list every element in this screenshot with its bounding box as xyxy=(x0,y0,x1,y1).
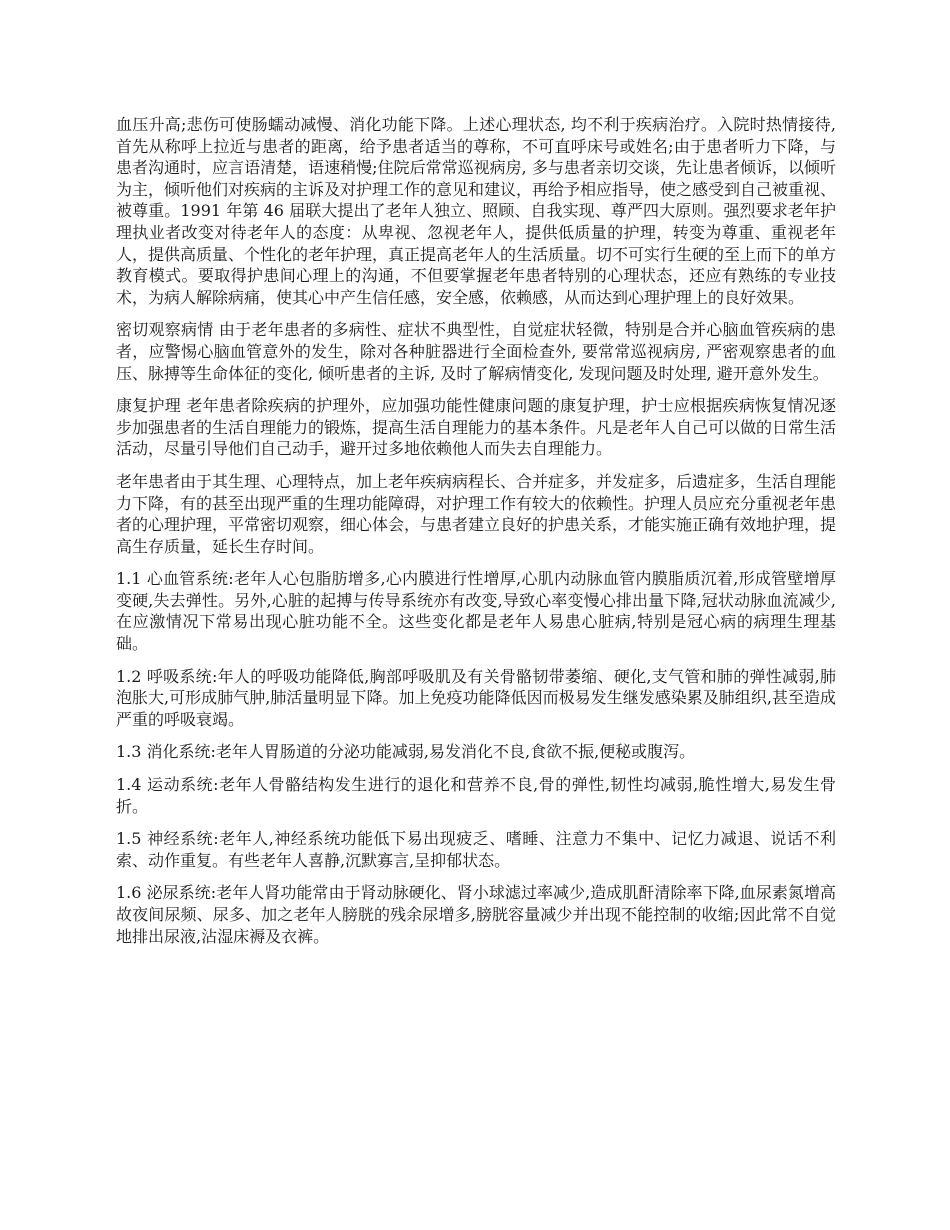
paragraph-observe-condition: 密切观察病情 由于老年患者的多病性、症状不典型性，自觉症状轻微，特别是合并心脑血管疾病的患者，应警惕心脑血管意外的发生，除对各种脏器进行全面检查外, 要常常巡视病房, 严密观察患者的血压、脉搏等生命体征的变化, 倾听患者的主诉, 及时了解病情变化, 发现问题及时处理, 避开意外发生。 xyxy=(116,320,836,383)
paragraph-summary: 老年患者由于其生理、心理特点，加上老年疾病病程长、合并症多，并发症多，后遗症多，生活自理能力下降，有的甚至出现严重的生理功能障碍，对护理工作有较大的依赖性。护理人员应充分重视老年患者的心理护理，平常密切观察，细心体会，与患者建立良好的护患关系，才能实施正确有效地护理，提高生存质量，延长生存时间。 xyxy=(116,471,837,556)
paragraph-motor-system: 1.4 运动系统:老年人骨骼结构发生进行的退化和营养不良,骨的弹性,韧性均减弱,脆性增大,易发生骨折。 xyxy=(116,775,836,816)
paragraph-digestive-system: 1.3 消化系统:老年人胃肠道的分泌功能减弱,易发消化不良,食欲不振,便秘或腹泻。 xyxy=(116,742,696,762)
paragraph-cardiovascular-system: 1.1 心血管系统:老年人心包脂肪增多,心内膜进行性增厚,心肌内动脉血管内膜脂质沉着,形成管壁增厚变硬,失去弹性。另外,心脏的起搏与传导系统亦有改变,导致心率变慢心排出量下降,冠状动脉血流减少,在应激情况下常易出现心脏功能不全。这些变化都是老年人易患心脏病,特别是冠心病的病理生理基础。 xyxy=(116,569,836,654)
paragraph-nervous-system: 1.5 神经系统:老年人,神经系统功能低下易出现疲乏、嗜睡、注意力不集中、记忆力减退、说话不利索、动作重复。有些老年人喜静,沉默寡言,呈抑郁状态。 xyxy=(116,829,836,870)
paragraph-rehabilitation-care: 康复护理 老年患者除疾病的护理外，应加强功能性健康问题的康复护理，护士应根据疾病恢复情况逐步加强患者的生活自理能力的锻炼，提高生活自理能力的基本条件。凡是老年人自己可以做的日常生活活动，尽量引导他们自己动手，避开过多地依赖他人而失去自理能力。 xyxy=(116,396,837,459)
document-body xyxy=(116,114,836,958)
paragraph-respiratory-system: 1.2 呼吸系统:年人的呼吸功能降低,胸部呼吸肌及有关骨骼韧带萎缩、硬化,支气管和肺的弹性减弱,肺泡胀大,可形成肺气肿,肺活量明显下降。加上免疫功能降低因而极易发生继发感染累及肺组织,甚至造成严重的呼吸衰竭。 xyxy=(116,666,836,729)
paragraph-urinary-system: 1.6 泌尿系统:老年人肾功能常由于肾动脉硬化、肾小球滤过率减少,造成肌酐清除率下降,血尿素氮增高故夜间尿频、尿多、加之老年人膀胱的残余尿增多,膀胱容量减少并出现不能控制的收缩;因此常不自觉地排出尿液,沾湿床褥及衣裤。 xyxy=(116,883,836,946)
paragraph-psychological-care: 血压升高;悲伤可使肠蠕动减慢、消化功能下降。上述心理状态, 均不利于疾病治疗。入院时热情接待,首先从称呼上拉近与患者的距离，给予患者适当的尊称，不可直呼床号或姓名;由于患者听力下降，与患者沟通时，应言语清楚，语速稍慢;住院后常常巡视病房, 多与患者亲切交谈，先让患者倾诉，以倾听为主，倾听他们对疾病的主诉及对护理工作的意见和建议，再给予相应指导，使之感受到自己被重视、被尊重。1991 年第 46 届联大提出了老年人独立、照顾、自我实现、尊严四大原则。强烈要求老年护理执业者改变对待老年人的态度：从卑视、忽视老年人，提供低质量的护理，转变为尊重、重视老年人，提供高质量、个性化的老年护理，真正提高老年人的生活质量。切不可实行生硬的至上而下的单方教育模式。要取得护患间心理上的沟通，不但要掌握老年患者特别的心理状态，还应有熟练的专业技术，为病人解除病痛，使其心中产生信任感，安全感，依赖感，从而达到心理护理上的良好效果。 xyxy=(116,115,837,307)
